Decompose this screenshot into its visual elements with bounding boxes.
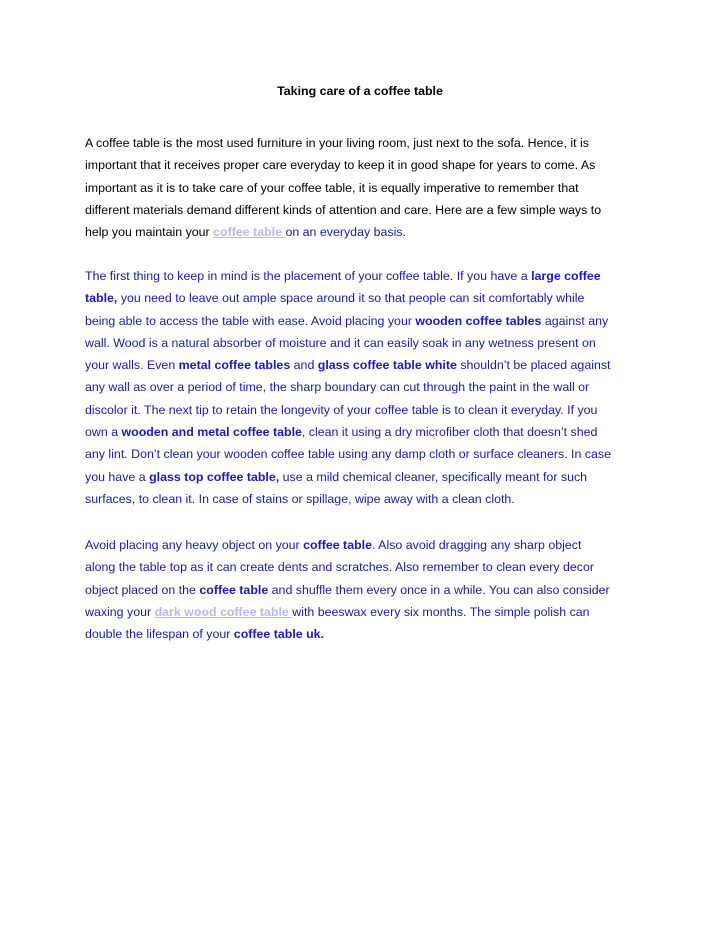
- text-segment: being able to access the table with ease. Avoid placing your: [85, 313, 416, 328]
- text-line: [85, 310, 645, 332]
- text-line: discolor it. The next tip to retain the longevity of your coffee table is to clean it everyday. If you: [85, 402, 598, 417]
- text-line: [85, 623, 645, 645]
- text-line: [85, 287, 645, 309]
- text-segment: object placed on the: [85, 582, 200, 597]
- coffee-table-link[interactable]: coffee table: [213, 225, 286, 240]
- paragraph-maintenance: [85, 534, 645, 645]
- text-segment: . Also avoid dragging any sharp object: [371, 538, 582, 552]
- keyword-large-coffee: large coffee: [531, 269, 601, 283]
- keyword-glass-top-coffee-table: glass top coffee table,: [149, 469, 280, 484]
- keyword-glass-coffee-table-white: glass coffee table white: [317, 358, 457, 373]
- keyword-coffee-table-uk: coffee table uk.: [233, 627, 324, 642]
- text-line: surfaces, to clean it. In case of stains or spillage, wipe away with a clean cloth.: [85, 491, 515, 506]
- paragraph-intro: [85, 132, 645, 243]
- text-line: A coffee table is the most used furniture in your living room, just next to the sofa. Hence, it is: [85, 136, 589, 150]
- text-line: important as it is to take care of your coffee table, it is equally imperative to remember that: [85, 180, 579, 195]
- text-line: [85, 221, 645, 243]
- text-segment: against any: [541, 313, 609, 328]
- text-segment: , clean it using a dry microfiber cloth that doesn’t shed: [301, 425, 598, 440]
- text-line: wall. Wood is a natural absorber of moisture and it can easily soak in any wetness present on: [85, 335, 596, 350]
- text-segment: double the lifespan of your: [85, 627, 234, 642]
- text-segment: and: [290, 358, 318, 373]
- text-line: different materials demand different kinds of attention and care. Here are a few simple ways to: [85, 202, 602, 217]
- document-title: Taking care of a coffee table: [277, 84, 443, 98]
- keyword-wooden-and-metal-coffee-table: wooden and metal coffee table: [121, 425, 302, 440]
- keyword-wooden-coffee-tables: wooden coffee tables: [415, 313, 542, 328]
- text-line: [85, 601, 645, 623]
- text-segment: shouldn’t be placed against: [456, 358, 611, 373]
- text-line: along the table top as it can create dents and scratches. Also remember to clean every decor: [85, 560, 594, 575]
- text-segment: own a: [85, 425, 122, 440]
- text-segment: you have a: [85, 469, 150, 484]
- keyword-coffee-table: coffee table: [199, 582, 269, 597]
- text-segment: and shuffle them every once in a while. You can also consider: [268, 582, 610, 597]
- text-line: [85, 265, 645, 287]
- text-line: [85, 466, 645, 488]
- text-segment: waxing your: [85, 604, 155, 619]
- text-segment: Avoid placing any heavy object on your: [85, 538, 304, 552]
- dark-wood-coffee-table-link[interactable]: dark wood coffee table: [154, 604, 293, 619]
- keyword-coffee-table: coffee table: [303, 538, 372, 552]
- text-segment: you need to leave out ample space around it so that people can sit comfortably while: [117, 291, 585, 306]
- text-line: [85, 534, 645, 556]
- text-line: [85, 421, 645, 443]
- text-segment: help you maintain your: [85, 225, 214, 240]
- text-segment: The first thing to keep in mind is the placement of your coffee table. If you have a: [85, 269, 532, 283]
- text-line: [85, 579, 645, 601]
- text-line: any wall as over a period of time, the sharp boundary can cut through the paint in the wall or: [85, 380, 590, 395]
- text-segment: use a mild chemical cleaner, specifically meant for such: [279, 469, 588, 484]
- text-line: any lint. Don’t clean your wooden coffee table using any damp cloth or surface cleaners. In case: [85, 447, 611, 462]
- text-line: [85, 354, 645, 376]
- paragraph-placement: [85, 265, 645, 510]
- text-segment: your walls. Even: [85, 358, 179, 373]
- keyword-metal-coffee-tables: metal coffee tables: [178, 358, 291, 373]
- text-segment: with beeswax every six months. The simple polish can: [292, 604, 590, 619]
- text-segment: on an everyday basis.: [285, 225, 406, 240]
- text-line: important that it receives proper care everyday to keep it in good shape for years to come. As: [85, 158, 596, 173]
- keyword-table: table,: [85, 291, 118, 306]
